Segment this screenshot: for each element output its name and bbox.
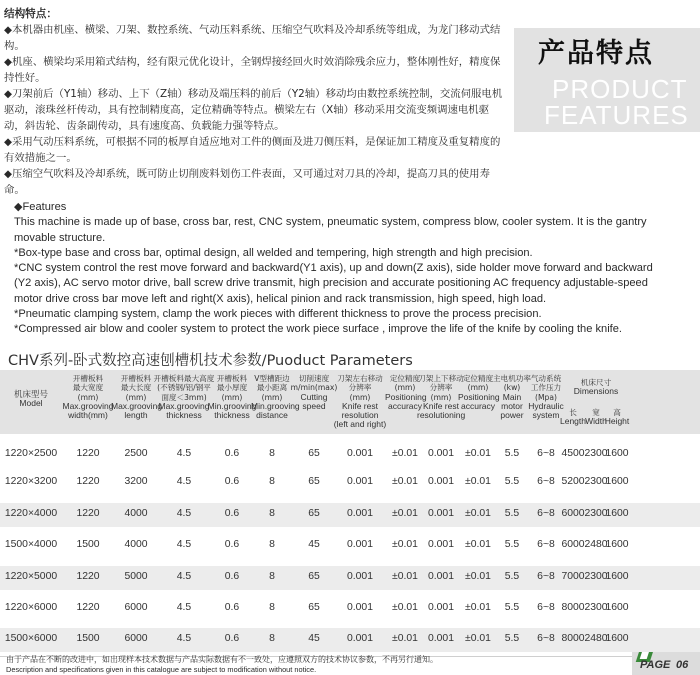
features-en-title: ◆Features bbox=[14, 201, 67, 213]
features-en-line: *Box-type base and cross bar, optimal design, all welded and tempering, high strength and high precision. bbox=[14, 246, 533, 259]
table-row bbox=[0, 471, 700, 495]
table-cell: ±0.01 bbox=[465, 539, 491, 550]
table-cell: 8 bbox=[269, 508, 275, 519]
features-en-line: This machine is made up of base, cross bar, rest, CNC system, pneumatic system, compress blow, cooler system. It is the gantry bbox=[14, 216, 647, 229]
table-cell: ±0.01 bbox=[392, 602, 418, 613]
table-header-cn: 机床尺寸 bbox=[580, 378, 612, 387]
table-cell: 6~8 bbox=[537, 602, 555, 613]
features-cn-paragraph: ◆本机器由机座、横梁、刀架、数控系统、气动压料系统、压缩空气吹料及冷却系统等组成，为龙门移动式结构。 bbox=[4, 24, 501, 52]
table-header-cn: 开槽板料最大高度 (不锈钢/铝/钢平 面度＜3mm) bbox=[153, 374, 215, 402]
table-cell: 65 bbox=[308, 602, 320, 613]
table-cell: 65 bbox=[308, 448, 320, 459]
table-cell: 1600 bbox=[605, 602, 629, 613]
table-cell: 4.5 bbox=[176, 448, 192, 459]
table-cell: 4.5 bbox=[176, 633, 192, 644]
table-dim-subheader-cn: 宽 bbox=[592, 408, 600, 417]
table-dim-subheader bbox=[603, 408, 631, 427]
table-row bbox=[0, 566, 700, 590]
features-en-line: *Pneumatic clamping system, clamp the work pieces with different thickness to prove the process precision. bbox=[14, 308, 542, 321]
table-cell: 6~8 bbox=[537, 571, 555, 582]
table-header-cn: 开槽板料 最大长度 (mm) bbox=[120, 374, 152, 402]
table-header-cn: 定位精度 (mm) bbox=[389, 374, 421, 393]
table-cell: 0.001 bbox=[427, 448, 454, 459]
features-en-section bbox=[14, 200, 694, 338]
table-cell: 6000 bbox=[561, 508, 585, 519]
table-cell: 45 bbox=[308, 539, 320, 550]
table-header-cn: 开槽板料 最小厚度 (mm) bbox=[216, 374, 248, 402]
table-cell-model: 1220×6000 bbox=[4, 602, 58, 613]
table-cell: 0.001 bbox=[346, 508, 373, 519]
table-cell: 0.001 bbox=[346, 476, 373, 487]
features-en-line: *CNC system control the rest move forward and backward(Y1 axis), up and down(Z axis), side holder move forward and backward bbox=[14, 262, 653, 275]
table-header-en: 机床型号 Model bbox=[13, 389, 48, 409]
table-header-en: Min.grooving thickness bbox=[207, 400, 257, 421]
table-cell: 8000 bbox=[561, 633, 585, 644]
table-dim-subheader-cn: 长 bbox=[569, 408, 577, 417]
table-cell: ±0.01 bbox=[392, 448, 418, 459]
features-cn-paragraph: ◆刀架前后（Y1轴）移动、上下（Z轴）移动及端压料的前后（Y2轴）移动均由数控系统控制，交流伺服电机驱动，滚珠丝杆传动，具有控制精度高，定位精确等特点。横梁左右（X轴）移动采用交流变频调速电机驱动，斜齿轮、齿条副传动，具有速度高、负载能力强等特点。 bbox=[4, 88, 503, 132]
table-header-cell bbox=[492, 374, 532, 420]
table-cell-model: 1220×4000 bbox=[4, 508, 58, 519]
table-cell: 1220 bbox=[76, 602, 100, 613]
table-header-en: Min.grooving distance bbox=[251, 400, 300, 421]
table-cell: 2300 bbox=[584, 476, 608, 487]
table-header-cn: 切削速度 m/min(max) bbox=[290, 374, 338, 393]
table-row bbox=[0, 534, 700, 558]
product-features-header bbox=[514, 28, 700, 132]
table-header-en: Hydraulic system bbox=[528, 400, 564, 421]
table-header-en: Positioning accuracy bbox=[458, 391, 500, 411]
table-cell: 8 bbox=[269, 539, 275, 550]
table-cell: 1600 bbox=[605, 508, 629, 519]
table-cell: 4000 bbox=[124, 539, 148, 550]
table-cell: ±0.01 bbox=[465, 633, 491, 644]
table-cell: 65 bbox=[308, 508, 320, 519]
features-cn-title: 结构特点： bbox=[4, 8, 57, 20]
table-cell: 5.5 bbox=[504, 602, 520, 613]
header-title-en-line2: FEATURES bbox=[544, 100, 689, 130]
table-cell: 2300 bbox=[584, 448, 608, 459]
table-cell: 6~8 bbox=[537, 539, 555, 550]
table-header-en: Max.grooving width(mm) bbox=[62, 400, 114, 421]
table-header-cn: 刀架上下移动 分辨率 (mm) bbox=[418, 374, 464, 402]
features-en-line: motor drive cross bar move left and right(X axis), helical pinion and rack transmission, high speed, high load. bbox=[14, 292, 547, 305]
table-header-en: Cutting speed bbox=[300, 391, 328, 411]
table-cell: 7000 bbox=[561, 571, 585, 582]
page-number: 06 bbox=[676, 659, 689, 671]
table-cell: 45 bbox=[308, 633, 320, 644]
table-cell: 1500 bbox=[76, 633, 100, 644]
features-cn-paragraph: ◆机座、横梁均采用箱式结构，经有限元优化设计，全钢焊接经回火时效消除残余应力，整体刚性好，精度保持性好。 bbox=[4, 56, 501, 84]
table-header-cell bbox=[561, 378, 631, 397]
table-dim-subheader-en: Height bbox=[604, 416, 630, 427]
table-cell: 1600 bbox=[605, 476, 629, 487]
table-cell: 6000 bbox=[124, 633, 148, 644]
table-cell-model: 1220×3200 bbox=[4, 476, 58, 487]
table-cell: 1220 bbox=[76, 476, 100, 487]
table-cell: ±0.01 bbox=[465, 476, 491, 487]
table-cell-model: 1500×6000 bbox=[4, 633, 58, 644]
table-header-en: Main motor power bbox=[500, 391, 524, 421]
table-header-cn: 定位精度 (mm) bbox=[462, 374, 494, 393]
table-cell: 6~8 bbox=[537, 448, 555, 459]
table-cell: 0.001 bbox=[427, 633, 454, 644]
table-row bbox=[0, 443, 700, 467]
table-header-cn: 开槽板料 最大宽度 (mm) bbox=[72, 374, 104, 402]
features-en-line: movable structure. bbox=[14, 231, 106, 244]
table-cell: 1500 bbox=[76, 539, 100, 550]
table-cell: 8000 bbox=[561, 602, 585, 613]
table-cell: 3200 bbox=[124, 476, 148, 487]
table-cell: 6~8 bbox=[537, 633, 555, 644]
table-cell: ±0.01 bbox=[392, 508, 418, 519]
table-cell: 0.001 bbox=[346, 633, 373, 644]
table-header-cn: V型槽距边 最小距离 (mm) bbox=[254, 374, 290, 402]
table-row bbox=[0, 503, 700, 527]
table-cell: 6000 bbox=[124, 602, 148, 613]
table-cell: 2300 bbox=[584, 602, 608, 613]
table-cell: ±0.01 bbox=[465, 602, 491, 613]
table-header-en: Knife rest resolutioning bbox=[417, 400, 466, 421]
table-cell: 4.5 bbox=[176, 602, 192, 613]
table-cell: 2480 bbox=[584, 539, 608, 550]
table-cell-model: 1500×4000 bbox=[4, 539, 58, 550]
table-cell: ±0.01 bbox=[392, 633, 418, 644]
table-cell: 8 bbox=[269, 633, 275, 644]
parameters-table-header bbox=[0, 370, 700, 434]
table-cell: 6000 bbox=[561, 539, 585, 550]
table-cell: 0.001 bbox=[427, 476, 454, 487]
features-en-line: (Y2 axis), AC servo motor drive, ball screw drive transmit, high precision and accurate positioning AC frequency adjustable-speed bbox=[14, 277, 648, 290]
table-cell: 0.001 bbox=[427, 508, 454, 519]
table-cell: 8 bbox=[269, 571, 275, 582]
table-cell: 0.001 bbox=[346, 448, 373, 459]
table-cell: 5.5 bbox=[504, 539, 520, 550]
table-cell: 0.001 bbox=[346, 571, 373, 582]
table-dim-subheader-cn: 高 bbox=[613, 408, 621, 417]
table-cell: 1220 bbox=[76, 571, 100, 582]
table-cell: 0.6 bbox=[224, 448, 240, 459]
page-label: PAGE bbox=[640, 659, 671, 671]
table-cell: ±0.01 bbox=[392, 539, 418, 550]
features-cn-paragraph: ◆压缩空气吹料及冷却系统，既可防止切削废料划伤工件表面，又可通过对刀具的冷却，提高刀具的使用寿命。 bbox=[4, 168, 490, 196]
table-cell: 1220 bbox=[76, 448, 100, 459]
table-cell-model: 1220×5000 bbox=[4, 571, 58, 582]
table-cell: 6~8 bbox=[537, 476, 555, 487]
table-cell-model: 1220×2500 bbox=[4, 448, 58, 459]
footer-note-en: Description and specifications given in this catalogue are subject to modification without notice. bbox=[6, 665, 317, 674]
table-header-cell bbox=[2, 390, 60, 409]
table-header-cn: 主电机功率 (kw) bbox=[493, 374, 531, 393]
features-en-line: *Compressed air blow and cooler system to protect the work piece surface , improve the life of the knife by cooling the knife. bbox=[14, 323, 622, 336]
table-cell: 4.5 bbox=[176, 476, 192, 487]
table-cell: 1220 bbox=[76, 508, 100, 519]
table-cell: ±0.01 bbox=[465, 448, 491, 459]
table-header-cn: 气动系统 工作压力 (Mpa) bbox=[530, 374, 562, 402]
table-header-cn: 刀架左右移动 分辨率 (mm) bbox=[337, 374, 383, 402]
table-cell: ±0.01 bbox=[465, 508, 491, 519]
table-cell: 65 bbox=[308, 476, 320, 487]
table-cell: 4.5 bbox=[176, 571, 192, 582]
table-cell: 0.001 bbox=[346, 539, 373, 550]
table-row bbox=[0, 628, 700, 652]
table-cell: 2480 bbox=[584, 633, 608, 644]
table-cell: 8 bbox=[269, 476, 275, 487]
table-cell: 5.5 bbox=[504, 633, 520, 644]
table-cell: 0.6 bbox=[224, 539, 240, 550]
table-cell: 0.001 bbox=[427, 571, 454, 582]
table-cell: 0.6 bbox=[224, 633, 240, 644]
table-cell: 8 bbox=[269, 448, 275, 459]
table-dim-subheader-en: Length bbox=[560, 416, 586, 427]
table-cell: 8 bbox=[269, 602, 275, 613]
table-cell: 1600 bbox=[605, 448, 629, 459]
features-cn-paragraph: ◆采用气动压料系统，可根据不同的板厚自适应地对工件的侧面及进刀侧压料，是保证加工精度及重复精度的有效措施之一。 bbox=[4, 136, 501, 164]
table-cell: ±0.01 bbox=[465, 571, 491, 582]
table-cell: 5.5 bbox=[504, 476, 520, 487]
table-cell: 4.5 bbox=[176, 508, 192, 519]
table-cell: 0.001 bbox=[427, 539, 454, 550]
table-header-cell bbox=[59, 374, 117, 420]
table-cell: 1600 bbox=[605, 633, 629, 644]
table-header-en: Knife rest resolution (left and right) bbox=[333, 400, 387, 430]
table-header-en: Dimensions bbox=[573, 386, 619, 397]
table-header-cell bbox=[251, 374, 300, 421]
header-title-cn: 产品特点 bbox=[538, 38, 654, 69]
table-cell: 1600 bbox=[605, 571, 629, 582]
table-cell: 0.6 bbox=[224, 602, 240, 613]
table-row bbox=[0, 597, 700, 621]
table-cell: 2300 bbox=[584, 508, 608, 519]
table-cell: 5.5 bbox=[504, 508, 520, 519]
table-header-en: Positioning accuracy bbox=[385, 391, 427, 411]
table-cell: 2500 bbox=[124, 448, 148, 459]
table-cell: 6~8 bbox=[537, 508, 555, 519]
table-header-en: Max.grooving length bbox=[111, 400, 163, 421]
footer-note-cn: 由于产品在不断的改进中，如出现样本技术数据与产品实际数据有不一致处，应遵照双方的技术协议参数，不再另行通知。 bbox=[6, 655, 438, 664]
table-cell: 4.5 bbox=[176, 539, 192, 550]
parameters-title: CHV系列-卧式数控高速刨槽机技术参数/Puoduct Parameters bbox=[8, 353, 413, 369]
table-cell: 5.5 bbox=[504, 571, 520, 582]
table-cell: 5200 bbox=[561, 476, 585, 487]
table-cell: 4000 bbox=[124, 508, 148, 519]
table-cell: 0.001 bbox=[346, 602, 373, 613]
table-cell: 1600 bbox=[605, 539, 629, 550]
table-cell: ±0.01 bbox=[392, 571, 418, 582]
table-cell: 0.6 bbox=[224, 476, 240, 487]
table-cell: 5000 bbox=[124, 571, 148, 582]
table-cell: 65 bbox=[308, 571, 320, 582]
table-cell: ±0.01 bbox=[392, 476, 418, 487]
table-cell: 0.6 bbox=[224, 508, 240, 519]
table-cell: 0.001 bbox=[427, 602, 454, 613]
table-cell: 2300 bbox=[584, 571, 608, 582]
table-cell: 0.6 bbox=[224, 571, 240, 582]
features-cn-section bbox=[4, 6, 504, 198]
header-title-en-line1: PRODUCT bbox=[552, 74, 688, 104]
table-cell: 5.5 bbox=[504, 448, 520, 459]
table-dim-subheader-en: Width bbox=[585, 416, 607, 427]
table-cell: 4500 bbox=[561, 448, 585, 459]
table-header-cell bbox=[331, 374, 389, 430]
table-header-en: Max.grooving thickness bbox=[158, 400, 210, 421]
